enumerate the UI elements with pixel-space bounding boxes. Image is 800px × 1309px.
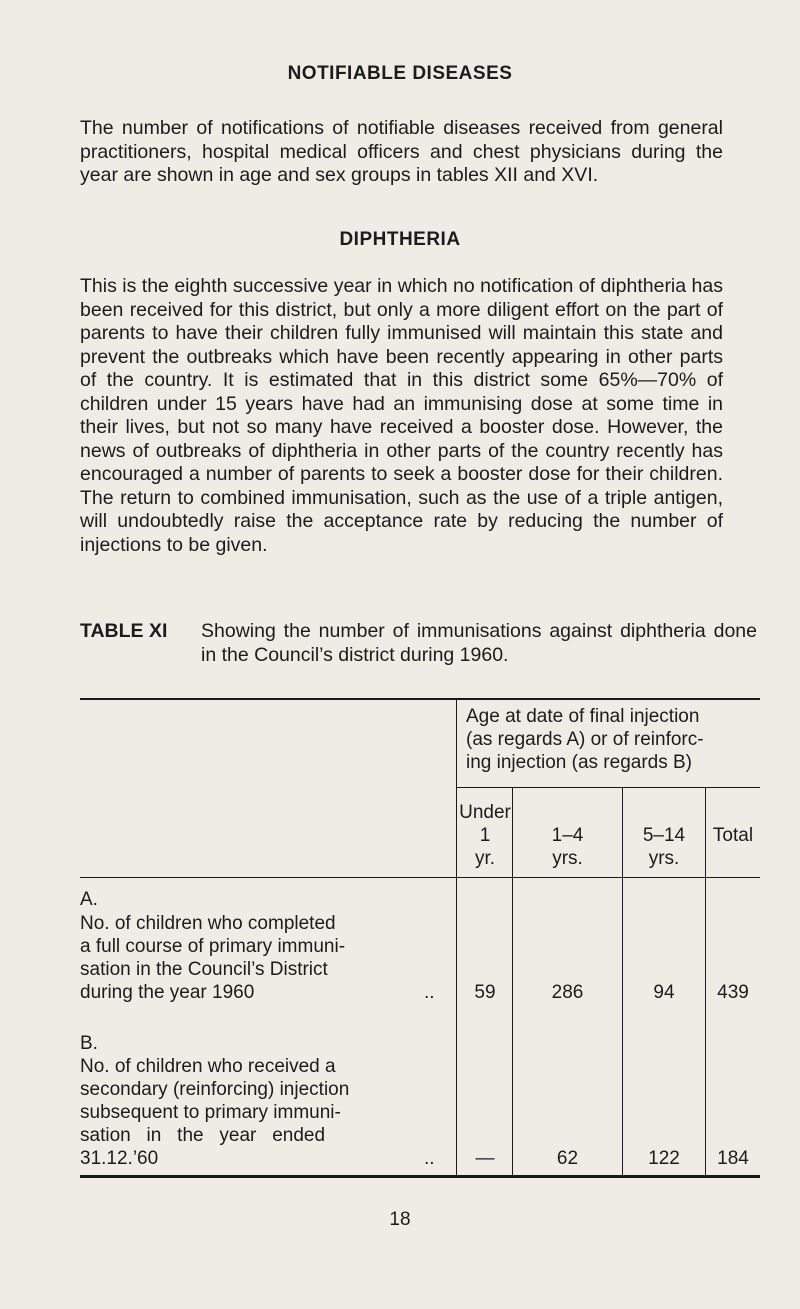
- row-b-5-14: 122: [648, 1148, 680, 1169]
- heading-notifiable-diseases: NOTIFIABLE DISEASES: [287, 63, 513, 84]
- row-a-under-1: 59: [474, 982, 496, 1003]
- row-b-leader: ..: [424, 1148, 435, 1169]
- table-bottom-rule: [80, 1175, 760, 1178]
- row-b-label: No. of children who received a secondary (reinforcing) injection subsequent to primary immuni- sation in the year ended 31.12.’60: [80, 1056, 350, 1169]
- row-a-total: 439: [717, 982, 749, 1003]
- row-b-total: 184: [717, 1148, 749, 1169]
- column-header-under-1: Under 1 yr.: [459, 802, 511, 869]
- table-caption-text: Showing the number of immunisations against diphtheria done in the Council’s district during 1960.: [201, 620, 757, 666]
- row-a-5-14: 94: [653, 982, 675, 1003]
- group-header-rule: [456, 787, 760, 788]
- table-top-rule: [80, 698, 760, 700]
- row-a-letter: A.: [80, 889, 98, 910]
- row-a-1-4: 286: [551, 982, 584, 1003]
- diphtheria-paragraph: This is the eighth successive year in which no notification of diphtheria has been received for this district, but only a more diligent effort on the part of parents to have their children fully immunised will maintain this state and prevent the outbreaks which have been recently appearing in other parts of the country. It is estimated that in this district some 65%—70% of children under 15 years have had an immunising dose at some time in their lives, but not so many have received a booster dose. However, the news of outbreaks of diphtheria in other parts of the country recently has encouraged a number of parents to seek a booster dose for their children. The return to combined immunisation, such as the use of a triple antigen, will undoubtedly raise the acceptance rate by reducing the number of injections to be given.: [80, 275, 723, 556]
- row-a-leader: ..: [424, 982, 435, 1003]
- row-a-label: No. of children who completed a full course of primary immuni- sation in the Council’s District during the year 1960: [80, 913, 346, 1003]
- intro-paragraph: The number of notifications of notifiable diseases received from general practitioners, hospital medical officers and chest physicians during the year are shown in age and sex groups in tables XII and XVI.: [80, 117, 723, 186]
- column-header-5-14: 5–14 yrs.: [642, 825, 686, 869]
- row-b-1-4: 62: [556, 1148, 579, 1169]
- table-label: TABLE XI: [80, 620, 168, 642]
- row-b-letter: B.: [80, 1033, 98, 1054]
- row-b-under-1: —: [475, 1148, 495, 1169]
- page-number: 18: [389, 1209, 411, 1230]
- heading-diphtheria: DIPHTHERIA: [339, 229, 461, 250]
- column-header-total: Total: [712, 825, 754, 846]
- immunisation-table: [80, 698, 760, 1169]
- column-header-1-4: 1–4 yrs.: [551, 825, 584, 869]
- group-header-line-2: (as regards A) or of reinforc-: [466, 729, 704, 750]
- table-header-bottom-rule: [80, 877, 760, 878]
- group-header-line-1: Age at date of final injection: [466, 706, 700, 727]
- group-header-line-3: ing injection (as regards B): [466, 752, 692, 773]
- vertical-rule-1: [456, 698, 457, 1178]
